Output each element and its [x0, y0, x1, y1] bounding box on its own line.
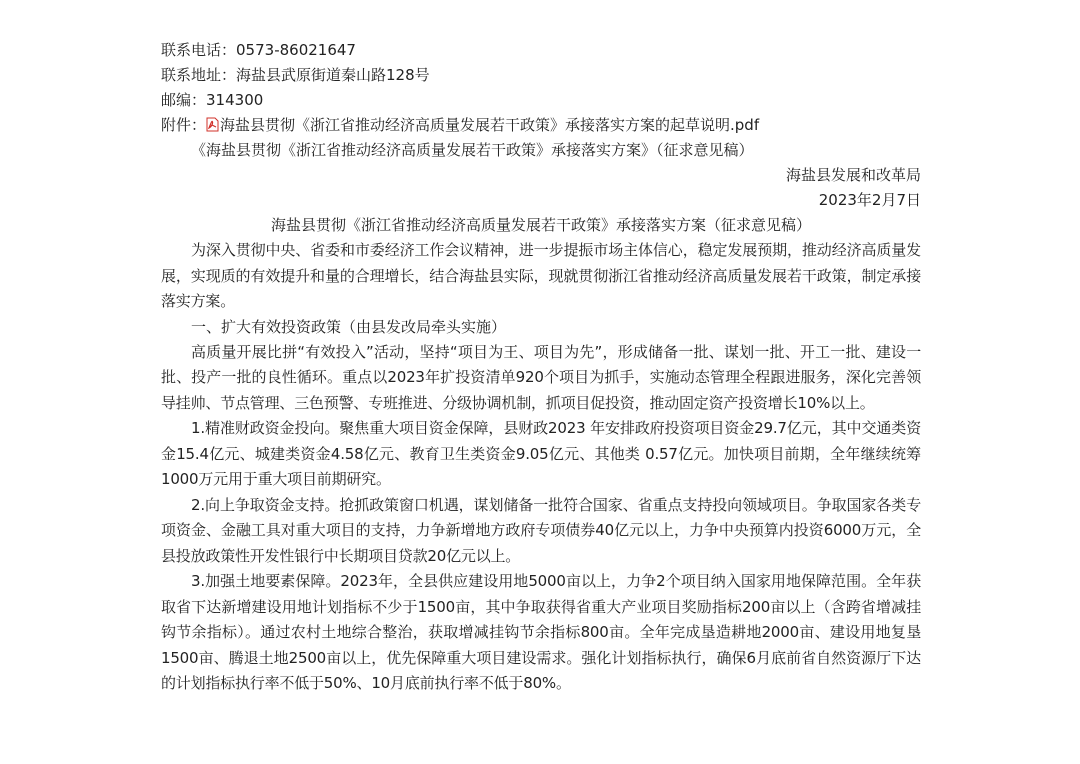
- attachment-line: [161, 113, 921, 138]
- contact-zip: [161, 88, 921, 113]
- contact-address-label: 联系地址：: [161, 66, 237, 84]
- contact-phone: [161, 38, 921, 63]
- contact-phone-value: 0573-86021647: [236, 41, 356, 59]
- item2-paragraph: 2.向上争取资金支持。抢抓政策窗口机遇，谋划储备一批符合国家、省重点支持投向领域项目。争取国家各类专项资金、金融工具对重大项目的支持，力争新增地方政府专项债券40亿元以上，力争中央预算内投资6000万元，全县投放政策性开发性银行中长期项目贷款20亿元以上。: [161, 495, 921, 565]
- pdf-icon: [206, 115, 219, 130]
- attachment-file-name: 海盐县贯彻《浙江省推动经济高质量发展若干政策》承接落实方案的起草说明.pdf: [220, 116, 760, 134]
- contact-zip-value: 314300: [206, 91, 264, 109]
- contact-address: [161, 63, 921, 88]
- document-page: [161, 38, 921, 697]
- document-title: 海盐县贯彻《浙江省推动经济高质量发展若干政策》承接落实方案（征求意见稿）: [270, 216, 811, 234]
- attachment-pdf-link[interactable]: [206, 116, 759, 134]
- item3-paragraph: 3.加强土地要素保障。2023年，全县供应建设用地5000亩以上，力争2个项目纳入国家用地保障范围。全年获取省下达新增建设用地计划指标不少于1500亩，其中争取获得省重大产业项目奖励指标200亩以上（含跨省增减挂钩节余指标）。通过农村土地综合整治，获取增减挂钩节余指标800亩。全年完成垦造耕地2000亩、建设用地复垦1500亩、腾退土地2500亩以上，优先保障重大项目建设需求。强化计划指标执行，确保6月底前省自然资源厅下达的计划指标执行率不低于50%、10月底前执行率不低于80%。: [161, 572, 921, 692]
- attachment-label: 附件：: [161, 116, 207, 134]
- attachment-second-item: 《海盐县贯彻《浙江省推动经济高质量发展若干政策》承接落实方案》（征求意见稿）: [191, 141, 754, 159]
- contact-zip-label: 邮编：: [161, 91, 207, 109]
- contact-address-value: 海盐县武原街道秦山路128号: [236, 66, 430, 84]
- intro-paragraph: 为深入贯彻中央、省委和市委经济工作会议精神，进一步提振市场主体信心，稳定发展预期，推动经济高质量发展，实现质的有效提升和量的合理增长，结合海盐县实际，现就贯彻浙江省推动经济高质量发展若干政策，制定承接落实方案。: [161, 241, 921, 310]
- item1-paragraph: 1.精准财政资金投向。聚焦重大项目资金保障，县财政2023 年安排政府投资项目资金29.7亿元，其中交通类资金15.4亿元、城建类资金4.58亿元、教育卫生类资金9.05亿元、其他类 0.57亿元。加快项目前期，全年继续统筹1000万元用于重大项目前期研究。: [161, 419, 921, 488]
- section1-title: 一、扩大有效投资政策（由县发改局牵头实施）: [191, 317, 507, 336]
- section1-intro-paragraph: 高质量开展比拼“有效投入”活动，坚持“项目为王、项目为先”，形成储备一批、谋划一批、开工一批、建设一批、投产一批的良性循环。重点以2023年扩投资清单920个项目为抓手，实施动态管理全程跟进服务，深化完善领导挂帅、节点管理、三色预警、专班推进、分级协调机制，抓项目促投资，推动固定资产投资增长10%以上。: [161, 342, 921, 412]
- signature-org: 海盐县发展和改革局: [785, 166, 921, 184]
- signature-date: 2023年2月7日: [818, 191, 921, 209]
- contact-phone-label: 联系电话：: [161, 41, 237, 59]
